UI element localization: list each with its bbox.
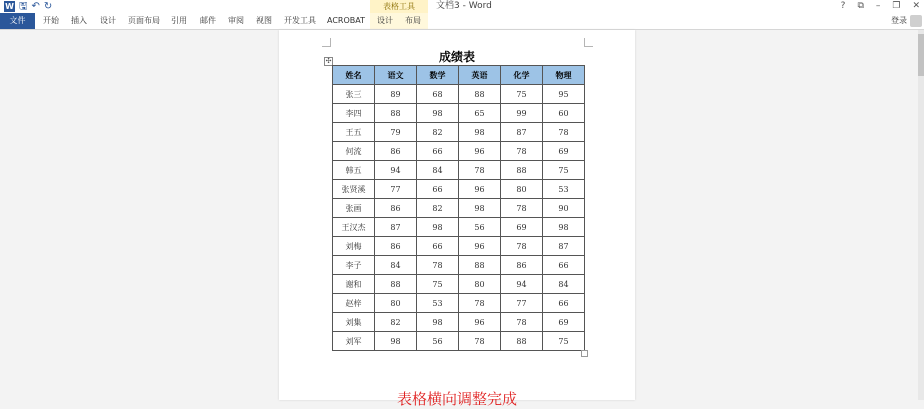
table-cell[interactable]: 98	[417, 104, 459, 123]
tab-view[interactable]: 视图	[256, 16, 272, 25]
table-cell[interactable]: 66	[417, 237, 459, 256]
tab-file[interactable]: 文件	[0, 13, 35, 29]
table-cell[interactable]: 88	[459, 256, 501, 275]
table-cell[interactable]: 谢和	[333, 275, 375, 294]
table-move-handle-icon[interactable]: ✣	[325, 57, 332, 65]
tab-references[interactable]: 引用	[171, 16, 187, 25]
tab-mailings[interactable]: 邮件	[200, 16, 216, 25]
table-cell[interactable]: 69	[501, 218, 543, 237]
margin-corner-mark	[322, 38, 331, 47]
table-cell[interactable]: 94	[501, 275, 543, 294]
table-cell[interactable]: 94	[375, 161, 417, 180]
table-cell[interactable]: 69	[543, 313, 585, 332]
table-cell[interactable]: 82	[417, 123, 459, 142]
table-cell[interactable]: 98	[543, 218, 585, 237]
help-icon[interactable]: ?	[840, 1, 846, 11]
table-cell[interactable]: 86	[375, 199, 417, 218]
table-cell[interactable]: 李四	[333, 104, 375, 123]
table-cell[interactable]: 75	[417, 275, 459, 294]
table-cell[interactable]: 刘梅	[333, 237, 375, 256]
table-cell[interactable]: 张贤溪	[333, 180, 375, 199]
restore-icon[interactable]: ❐	[892, 1, 901, 11]
table-cell[interactable]: 66	[543, 256, 585, 275]
grades-table[interactable]	[332, 65, 585, 351]
table-cell[interactable]: 86	[375, 142, 417, 161]
vertical-scrollbar[interactable]	[918, 30, 924, 400]
avatar[interactable]	[910, 15, 922, 27]
table-cell[interactable]: 99	[501, 104, 543, 123]
tab-insert[interactable]: 插入	[71, 16, 87, 25]
table-row	[333, 85, 585, 104]
table-tools-label: 表格工具	[370, 0, 428, 13]
table-cell[interactable]: 80	[459, 275, 501, 294]
table-row	[333, 294, 585, 313]
table-resize-handle[interactable]	[581, 350, 588, 357]
table-row	[333, 332, 585, 351]
table-cell[interactable]: 77	[375, 180, 417, 199]
table-cell[interactable]: 赵梓	[333, 294, 375, 313]
table-cell[interactable]: 84	[417, 161, 459, 180]
table-cell[interactable]: 68	[417, 85, 459, 104]
table-cell[interactable]: 53	[543, 180, 585, 199]
window-controls	[841, 0, 920, 13]
tab-developer[interactable]: 开发工具	[284, 16, 316, 25]
caption-text: 表格横向调整完成	[396, 390, 517, 408]
minimize-icon[interactable]: –	[875, 1, 881, 11]
save-icon[interactable]: 🖫	[19, 1, 28, 12]
table-cell[interactable]: 98	[459, 199, 501, 218]
tab-review[interactable]: 审阅	[228, 16, 244, 25]
table-cell[interactable]: 88	[375, 104, 417, 123]
table-cell[interactable]: 78	[459, 332, 501, 351]
table-cell[interactable]: 刘集	[333, 313, 375, 332]
column-header[interactable]: 化学	[501, 66, 543, 85]
margin-corner-mark	[584, 38, 593, 47]
table-cell[interactable]: 87	[375, 218, 417, 237]
table-cell[interactable]: 80	[501, 180, 543, 199]
undo-icon[interactable]: ↶	[31, 1, 40, 12]
table-cell[interactable]: 88	[501, 161, 543, 180]
table-row	[333, 161, 585, 180]
table-cell[interactable]: 75	[543, 161, 585, 180]
column-header[interactable]: 姓名	[333, 66, 375, 85]
table-cell[interactable]: 78	[501, 237, 543, 256]
table-cell[interactable]: 96	[459, 313, 501, 332]
table-cell[interactable]: 86	[375, 237, 417, 256]
tab-table-design[interactable]: 设计	[377, 16, 393, 25]
tab-design[interactable]: 设计	[100, 16, 116, 25]
table-cell[interactable]: 75	[543, 332, 585, 351]
table-cell[interactable]: 何流	[333, 142, 375, 161]
table-cell[interactable]: 56	[459, 218, 501, 237]
table-cell[interactable]: 96	[459, 180, 501, 199]
table-cell[interactable]: 53	[417, 294, 459, 313]
table-cell[interactable]: 87	[543, 237, 585, 256]
table-cell[interactable]: 98	[459, 123, 501, 142]
table-cell[interactable]: 95	[543, 85, 585, 104]
table-header-row	[333, 66, 585, 85]
table-row	[333, 275, 585, 294]
table-cell[interactable]: 韩五	[333, 161, 375, 180]
table-cell[interactable]: 78	[459, 161, 501, 180]
table-cell[interactable]: 98	[375, 332, 417, 351]
column-header[interactable]: 物理	[543, 66, 585, 85]
table-title: 成绩表	[438, 50, 475, 64]
table-cell[interactable]: 82	[375, 313, 417, 332]
table-row	[333, 237, 585, 256]
table-cell[interactable]: 78	[501, 313, 543, 332]
table-row	[333, 123, 585, 142]
table-cell[interactable]: 77	[501, 294, 543, 313]
table-cell[interactable]: 98	[417, 218, 459, 237]
table-cell[interactable]: 79	[375, 123, 417, 142]
table-cell[interactable]: 88	[501, 332, 543, 351]
table-cell[interactable]: 刘军	[333, 332, 375, 351]
ribbon-tab-bar	[0, 13, 924, 30]
document-page[interactable]	[279, 30, 635, 408]
table-cell[interactable]: 86	[501, 256, 543, 275]
redo-icon[interactable]: ↻	[43, 1, 53, 12]
document-title: 文档3 - Word	[436, 1, 492, 11]
table-cell[interactable]: 90	[543, 199, 585, 218]
table-cell[interactable]: 李子	[333, 256, 375, 275]
table-row	[333, 313, 585, 332]
table-row	[333, 256, 585, 275]
table-cell[interactable]: 96	[459, 237, 501, 256]
table-cell[interactable]: 66	[417, 180, 459, 199]
tab-acrobat[interactable]: ACROBAT	[327, 16, 365, 25]
table-cell[interactable]: 84	[543, 275, 585, 294]
table-cell[interactable]: 66	[417, 142, 459, 161]
close-icon[interactable]: ✕	[912, 1, 920, 11]
table-cell[interactable]: 69	[543, 142, 585, 161]
table-cell[interactable]: 78	[459, 294, 501, 313]
ribbon-display-icon[interactable]: ⧉	[857, 1, 864, 11]
table-cell[interactable]: 78	[501, 142, 543, 161]
table-cell[interactable]: 89	[375, 85, 417, 104]
table-row	[333, 199, 585, 218]
title-bar	[0, 0, 924, 13]
table-row	[333, 142, 585, 161]
table-cell[interactable]: 王汉杰	[333, 218, 375, 237]
table-cell[interactable]: 78	[543, 123, 585, 142]
table-cell[interactable]: 84	[375, 256, 417, 275]
table-cell[interactable]: 王五	[333, 123, 375, 142]
table-row	[333, 104, 585, 123]
table-cell[interactable]: 80	[375, 294, 417, 313]
column-header[interactable]: 语文	[375, 66, 417, 85]
sign-in-link[interactable]: 登录	[891, 16, 907, 25]
table-cell[interactable]: 88	[375, 275, 417, 294]
tab-table-layout[interactable]: 布局	[405, 16, 421, 25]
tab-home[interactable]: 开始	[43, 16, 59, 25]
table-cell[interactable]: 88	[459, 85, 501, 104]
table-cell[interactable]: 56	[417, 332, 459, 351]
table-cell[interactable]: 75	[501, 85, 543, 104]
table-cell[interactable]: 98	[417, 313, 459, 332]
table-row	[333, 218, 585, 237]
column-header[interactable]: 数学	[417, 66, 459, 85]
table-cell[interactable]: 张三	[333, 85, 375, 104]
table-cell[interactable]: 张画	[333, 199, 375, 218]
column-header[interactable]: 英语	[459, 66, 501, 85]
table-cell[interactable]: 65	[459, 104, 501, 123]
table-cell[interactable]: 66	[543, 294, 585, 313]
word-logo-icon: W	[5, 2, 14, 11]
table-row	[333, 180, 585, 199]
scroll-thumb[interactable]	[918, 34, 924, 76]
tab-page-layout[interactable]: 页面布局	[128, 16, 160, 25]
table-cell[interactable]: 60	[543, 104, 585, 123]
table-cell[interactable]: 82	[417, 199, 459, 218]
table-cell[interactable]: 87	[501, 123, 543, 142]
table-cell[interactable]: 78	[501, 199, 543, 218]
table-cell[interactable]: 78	[417, 256, 459, 275]
table-cell[interactable]: 96	[459, 142, 501, 161]
quick-access-toolbar	[4, 0, 52, 13]
